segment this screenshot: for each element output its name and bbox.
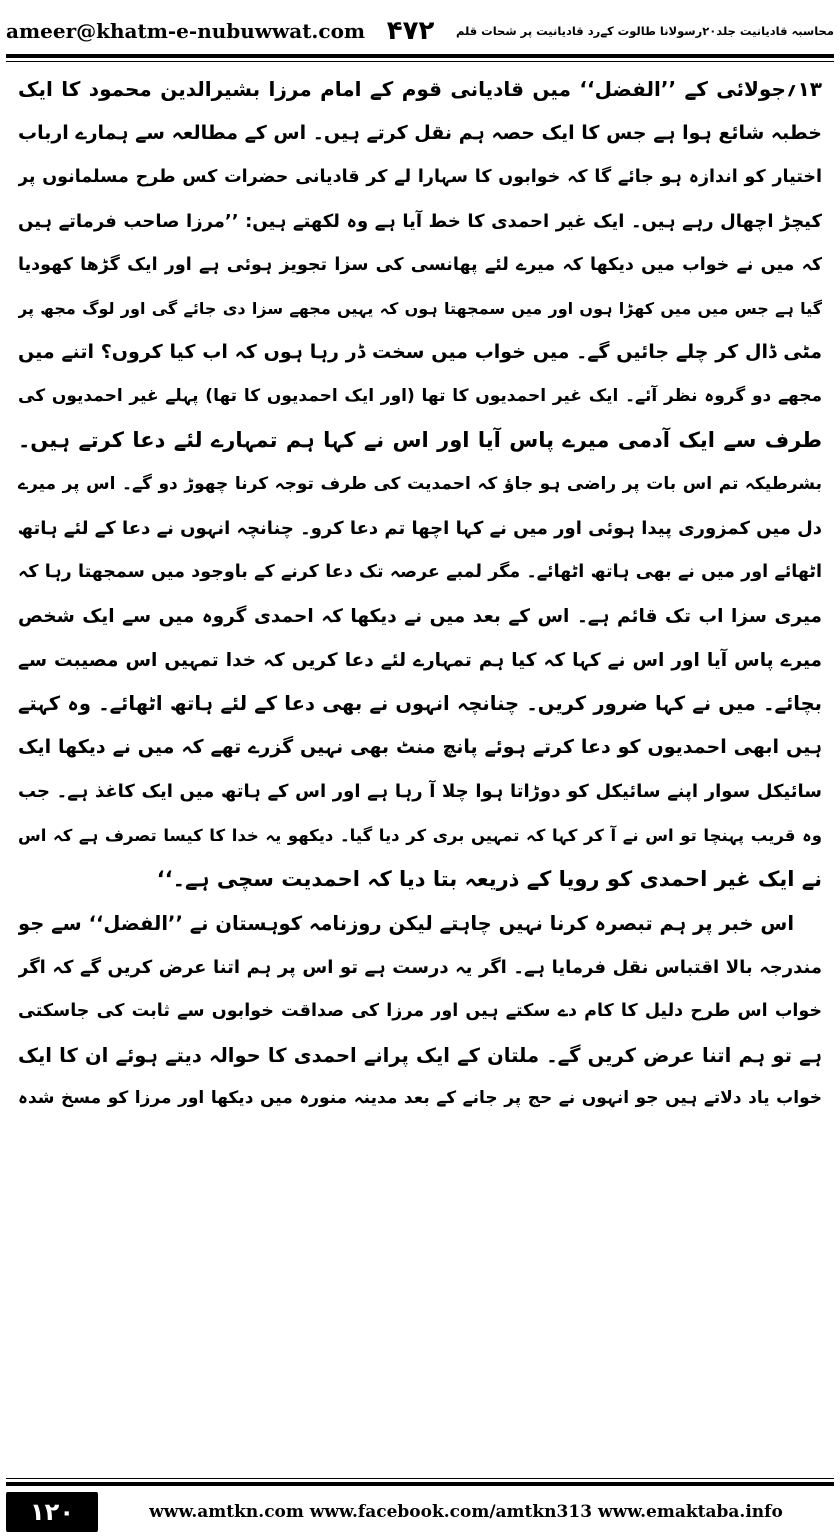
text-line: سائیکل سوار اپنے سائیکل کو دوڑاتا ہوا چلا آ رہا ہے اور اس کے ہاتھ میں ایک کاغذ ہے۔ جب (18, 781, 822, 803)
text-line: ہے تو ہم اتنا عرض کریں گے۔ ملتان کے ایک پرانے احمدی کا حوالہ دیتے ہوئے ان کا ایک (18, 1043, 822, 1067)
text-line: کہ میں نے خواب میں دیکھا کہ میرے لئے پھانسی کی سزا تجویز ہوئی ہے اور ایک گڑھا کھودیا (18, 254, 822, 275)
text-line: میرے پاس آیا اور اس نے کہا کہ کیا ہم تمہارے لئے دعا کریں کہ خدا تمہیں اس مصیبت سے (18, 649, 822, 671)
text-line: کیچڑ اچھال رہے ہیں۔ ایک غیر احمدی کا خط آیا ہے وہ لکھتے ہیں: ’’مرزا صاحب فرماتے ہیں (18, 210, 822, 232)
text-line: وہ قریب پہنچا تو اس نے آ کر کہا کہ تمہیں بری کر دیا گیا۔ دیکھو یہ خدا کا کیسا تصرف ہے کہ اس (18, 826, 822, 846)
text-line: مجھے دو گروہ نظر آئے۔ ایک غیر احمدیوں کا تھا (اور ایک احمدیوں کا تھا) پہلے غیر احمدیوں کی (18, 386, 822, 407)
text-line: دل میں کمزوری پیدا ہوئی اور میں نے کہا اچھا تم دعا کرو۔ چنانچہ انہوں نے دعا کے لئے ہاتھ (18, 517, 822, 539)
header-email: ameer@khatm-e-nubuwwat.com (6, 19, 366, 43)
header-thick-rule (6, 54, 834, 58)
text-line: نے ایک غیر احمدی کو رویا کے ذریعہ بتا دیا کہ احمدیت سچی ہے۔‘‘ (156, 867, 822, 892)
text-line: اٹھائے اور میں نے بھی ہاتھ اٹھائے۔ مگر لمبے عرصہ تک دعا کرنے کے باوجود میں سمجھتا رہا کہ (18, 561, 822, 582)
header-title: محاسبہ قادیانیت جلد۲۰رسولانا طالوت کےرد قادیانیت پر شحات قلم (455, 24, 834, 38)
header-page-number: ۴۷۲ (386, 16, 435, 46)
footer-links: www.amtkn.com www.facebook.com/amtkn313 www.emaktaba.info (149, 1502, 783, 1522)
text-line: ہیں ابھی احمدیوں کو دعا کرتے ہوئے پانچ منٹ بھی نہیں گزرے تھے کہ میں نے دیکھا ایک (18, 736, 822, 759)
text-line: مٹی ڈال کر چلے جائیں گے۔ میں خواب میں سخت ڈر رہا ہوں کہ اب کیا کروں؟ اتنے میں (18, 341, 822, 364)
header-thin-rule (6, 61, 834, 62)
text-line: خطبہ شائع ہوا ہے جس کا ایک حصہ ہم نقل کرتے ہیں۔ اس کے مطالعہ سے ہمارے ارباب (18, 121, 822, 144)
text-line: گیا ہے جس میں میں کھڑا ہوں اور میں سمجھتا ہوں کہ یہیں مجھے سزا دی جائے گی اور لوگ مجھ پر (18, 299, 822, 319)
text-line: اختیار کو اندازہ ہو جائے گا کہ خوابوں کا سہارا لے کر قادیانی حضرات کس طرح مسلمانوں پر (18, 166, 822, 187)
text-line: مندرجہ بالا اقتباس نقل فرمایا ہے۔ اگر یہ درست ہے تو اس پر ہم اتنا عرض کریں گے کہ اگر (18, 956, 822, 978)
footer-thick-rule (6, 1482, 834, 1486)
text-line: میری سزا اب تک قائم ہے۔ اس کے بعد میں نے دیکھا کہ احمدی گروہ میں سے ایک شخص (18, 605, 822, 627)
footer-thin-rule (6, 1478, 834, 1479)
text-line: بچائے۔ میں نے کہا ضرور کریں۔ چنانچہ انہوں نے بھی دعا کے لئے ہاتھ اٹھائے۔ وہ کہتے (18, 692, 822, 716)
text-line: طرف سے ایک آدمی میرے پاس آیا اور اس نے کہا ہم تمہارے لئے دعا کرتے ہیں۔ (18, 428, 822, 453)
text-line: ۱۳؍جولائی کے ’’الفضل‘‘ میں قادیانی قوم کے امام مرزا بشیرالدین محمود کا ایک (18, 77, 822, 101)
footer-page-number: ۱۲۰ (6, 1492, 98, 1532)
text-line: خواب یاد دلاتے ہیں جو انہوں نے حج پر جانے کے بعد مدینہ منورہ میں دیکھا اور مرزا کو مسخ شدہ (18, 1088, 822, 1109)
page-footer (6, 1490, 834, 1534)
page-header (6, 10, 834, 52)
text-line: بشرطیکہ تم اس بات پر راضی ہو جاؤ کہ احمدیت کی طرف توجہ کرنا چھوڑ دو گے۔ اس پر میرے (18, 474, 822, 495)
body-text (18, 68, 822, 1472)
text-line: خواب اس طرح دلیل کا کام دے سکتے ہیں اور مرزا کی صداقت خوابوں سے ثابت کی جاسکتی (18, 1000, 822, 1021)
text-line: اس خبر پر ہم تبصرہ کرنا نہیں چاہتے لیکن روزنامہ کوہستان نے ’’الفضل‘‘ سے جو (18, 911, 794, 935)
